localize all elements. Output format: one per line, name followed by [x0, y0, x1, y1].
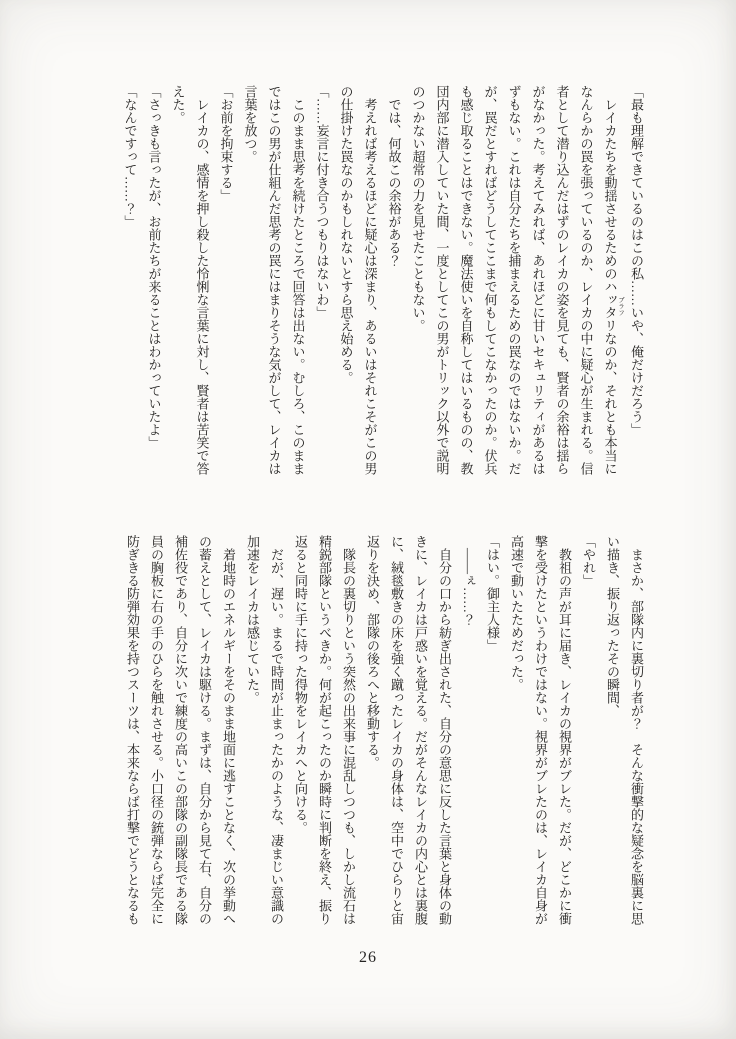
text-line: の仕掛けた罠なのかもしれないとすら思え始める。 [338, 85, 354, 384]
text-line: 着地時のエネルギーをそのまま地面に逃すことなく、次の挙動へ [221, 548, 236, 925]
text-line: 者として潜り込んだはずのレイカの姿を見ても、賢者の余裕は揺ら [554, 85, 570, 475]
text-line: 「……妄言に付き合うつもりはないわ」 [314, 85, 330, 319]
text-line: 考えれば考えるほどに疑心は深まり、あるいはそれこそがこの男 [362, 98, 378, 475]
text-line: 「さっきも言ったが、お前たちが来ることはわかっていたよ」 [146, 85, 162, 449]
text-line: 教祖の声が耳に届き、レイカの視界がブレた。だが、どこかに衝 [557, 548, 572, 925]
text-line: い描き、振り返ったその瞬間、 [605, 535, 620, 717]
narration-paragraph [334, 85, 382, 475]
text-line: ずもない。これは自分たちを捕まえるための罠なのではないか。だ [506, 85, 522, 475]
text-line: 員の胸板に右の手のひらを触れさせる。小口径の銃弾ならば完全に [149, 535, 164, 925]
dialogue-paragraph [214, 85, 238, 475]
text-line: なんらかの罠を張っているのか、レイカの中に疑心が生まれる。信 [578, 85, 594, 475]
narration-paragraph [240, 535, 288, 925]
page-number: 26 [359, 949, 377, 966]
text-block-top [118, 85, 649, 475]
narration-paragraph [360, 535, 456, 925]
text-line: 補佐役であり、自分に次いで練度の高いこの部隊の副隊長である隊 [173, 535, 188, 925]
dialogue-paragraph [142, 85, 166, 475]
text-line: 隊長の裏切りという突然の出来事に混乱しつつも、しかし流石は [341, 548, 356, 925]
narration-paragraph [504, 535, 576, 925]
text-line: 防ぎきる防弾効果を持つスーツは、本来ならば打撃でどうとなるも [125, 535, 140, 925]
text-line: 加速をレイカは感じていた。 [245, 535, 260, 704]
ruby-annotated-word: ハッタリ ブラフ [602, 280, 624, 332]
narration-paragraph [166, 85, 214, 475]
dialogue-paragraph [480, 535, 504, 925]
text-line: のつかない超常の力を見せたこともない。 [410, 85, 426, 332]
text-block-bottom [120, 535, 648, 925]
text-line: えた。 [170, 85, 186, 124]
narration-paragraph [238, 85, 310, 475]
text-line: 団内部に潜入していた間、一度としてこの男がトリック以外で説明 [434, 85, 450, 475]
text-line: も感じ取ることはできない。魔法使いを自称してはいるものの、教 [458, 85, 474, 475]
text-line: 「はい。御主人様」 [485, 535, 500, 652]
text-line: 高速で動いたためだった。 [509, 535, 524, 691]
text-line: がなかった。考えてみれば、あれほどに甘いセキュリティがあるは [530, 85, 546, 475]
text-line: 返ると同時に手に持った得物をレイカへと向ける。 [293, 535, 308, 834]
text-line: の蓄えとして、レイカは駆ける。まずは、自分から見て右、自分の [197, 535, 212, 925]
dialogue-paragraph [118, 85, 142, 475]
text-line: では、何故この余裕がある？ [386, 98, 402, 267]
text-line: このまま思考を続けたところで回答は出ない。むしろ、このまま [290, 98, 306, 475]
text-line: ではこの男が仕組んだ思考の罠にはまりそうな気がして、レイカは [266, 85, 282, 475]
dialogue-paragraph [624, 85, 648, 475]
narration-paragraph [120, 535, 240, 925]
text-line: だが、遅い。まるで時間が止まったかのような、凄まじい意識の [269, 548, 284, 925]
dialogue-paragraph [310, 85, 334, 475]
narration-paragraph [382, 85, 406, 475]
text-line: レイカの、感情を押し殺した怜悧な言葉に対し、賢者は苦笑で答 [194, 98, 210, 475]
text-line: 返りを決め、部隊の後ろへと移動する。 [365, 535, 380, 769]
text-line: が、罠だとすればどうしてここまで何もしてこなかったのか。伏兵 [482, 85, 498, 475]
dialogue-paragraph [576, 535, 600, 925]
text-line: 「お前を拘束する」 [218, 85, 234, 202]
narration-paragraph [456, 535, 480, 925]
narration-paragraph [406, 85, 625, 475]
text-line: 「なんですって……？」 [122, 85, 138, 228]
text-line: 「最も理解できているのはこの私……いや、俺だけだろう」 [629, 85, 644, 436]
narration-paragraph [288, 535, 360, 925]
text-line: 言葉を放つ。 [242, 85, 258, 163]
text-line: 自分の口から紡ぎ出された、自分の意思に反した言葉と身体の動 [437, 548, 452, 925]
text-line: 撃を受けたというわけではない。視界がブレたのは、レイカ自身が [533, 535, 548, 925]
text-line: きに、レイカは戸惑いを覚える。だがそんなレイカの内心とは裏腹 [413, 535, 428, 925]
text-line: まさか、部隊内に裏切り者が？ そんな衝撃的な疑念を脳裏に思 [629, 548, 644, 925]
text-line: レイカたちを動揺させるためのハッタリ ブラフなのか、それとも本当に [602, 98, 624, 475]
text-line: ――ぇ……？ [461, 548, 476, 626]
text-line: に、絨毯敷きの床を強く蹴ったレイカの身体は、空中でひらりと宙 [389, 535, 404, 925]
text-line: 精鋭部隊というべきか。何が起こったのか瞬時に判断を終え、振り [317, 535, 332, 925]
text-line: 「やれ」 [581, 535, 596, 587]
narration-paragraph [600, 535, 648, 925]
